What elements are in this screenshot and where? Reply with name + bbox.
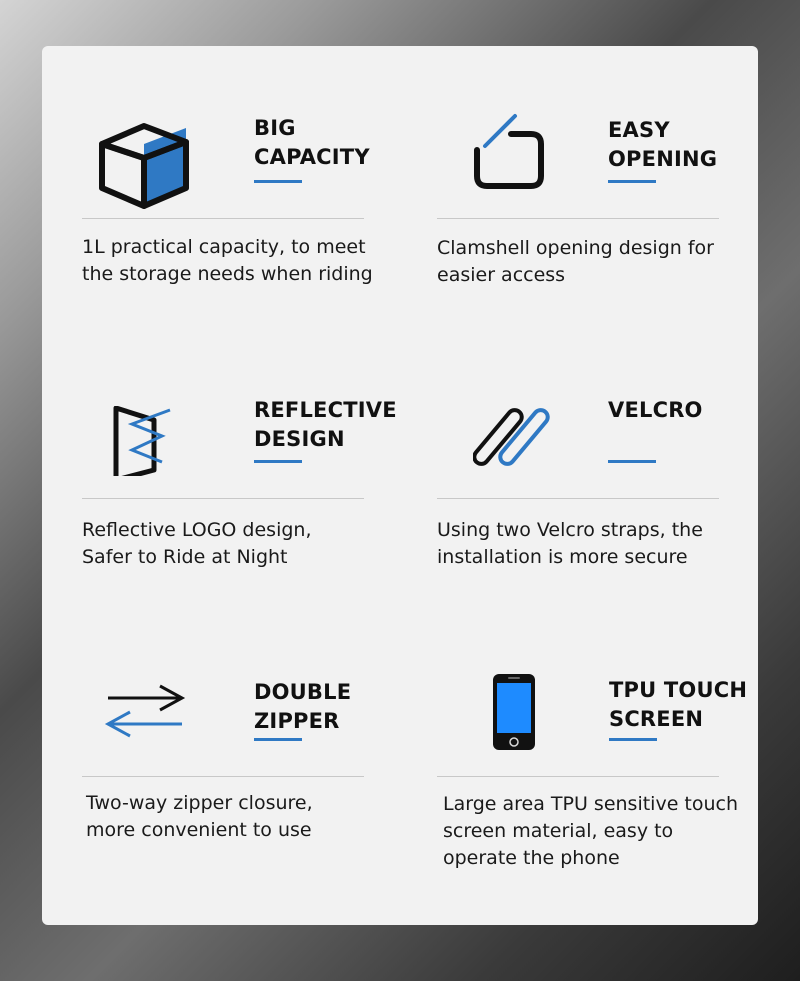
divider [82,218,364,219]
phone-icon [491,672,537,752]
feature-title: REFLECTIVE DESIGN [254,398,397,451]
feature-title: EASY OPENING [608,118,718,171]
divider [437,776,719,777]
title-underline [608,460,656,463]
title-underline [608,180,656,183]
feature-big-capacity [82,106,422,366]
feature-description: Using two Velcro straps, the installation is more secure [437,519,703,568]
title-underline [254,460,302,463]
title-underline [609,738,657,741]
feature-velcro [437,386,777,646]
feature-description: 1L practical capacity, to meet the storage needs when riding [82,236,373,285]
feature-title: TPU TOUCH SCREEN [609,678,748,731]
title-underline [254,180,302,183]
feature-double-zipper [82,664,422,924]
zipper-arrows-icon [104,682,186,744]
reflective-icon [110,406,180,476]
feature-tpu-touch-screen [437,664,777,924]
feature-description: Clamshell opening design for easier access [437,237,714,286]
feature-reflective-design [82,386,422,646]
velcro-icon [473,408,553,468]
divider [82,776,364,777]
feature-title: BIG CAPACITY [254,116,370,169]
feature-title: DOUBLE ZIPPER [254,680,352,733]
feature-description: Reflective LOGO design, Safer to Ride at Night [82,519,312,568]
divider [82,498,364,499]
divider [437,218,719,219]
feature-title: VELCRO [608,398,703,422]
feature-easy-opening [437,106,777,366]
cube-icon [94,116,190,212]
title-underline [254,738,302,741]
feature-description: Large area TPU sensitive touch screen material, easy to operate the phone [443,793,739,869]
feature-description: Two-way zipper closure, more convenient to use [86,792,313,841]
clamshell-icon [467,110,551,194]
divider [437,498,719,499]
features-card [42,46,758,925]
